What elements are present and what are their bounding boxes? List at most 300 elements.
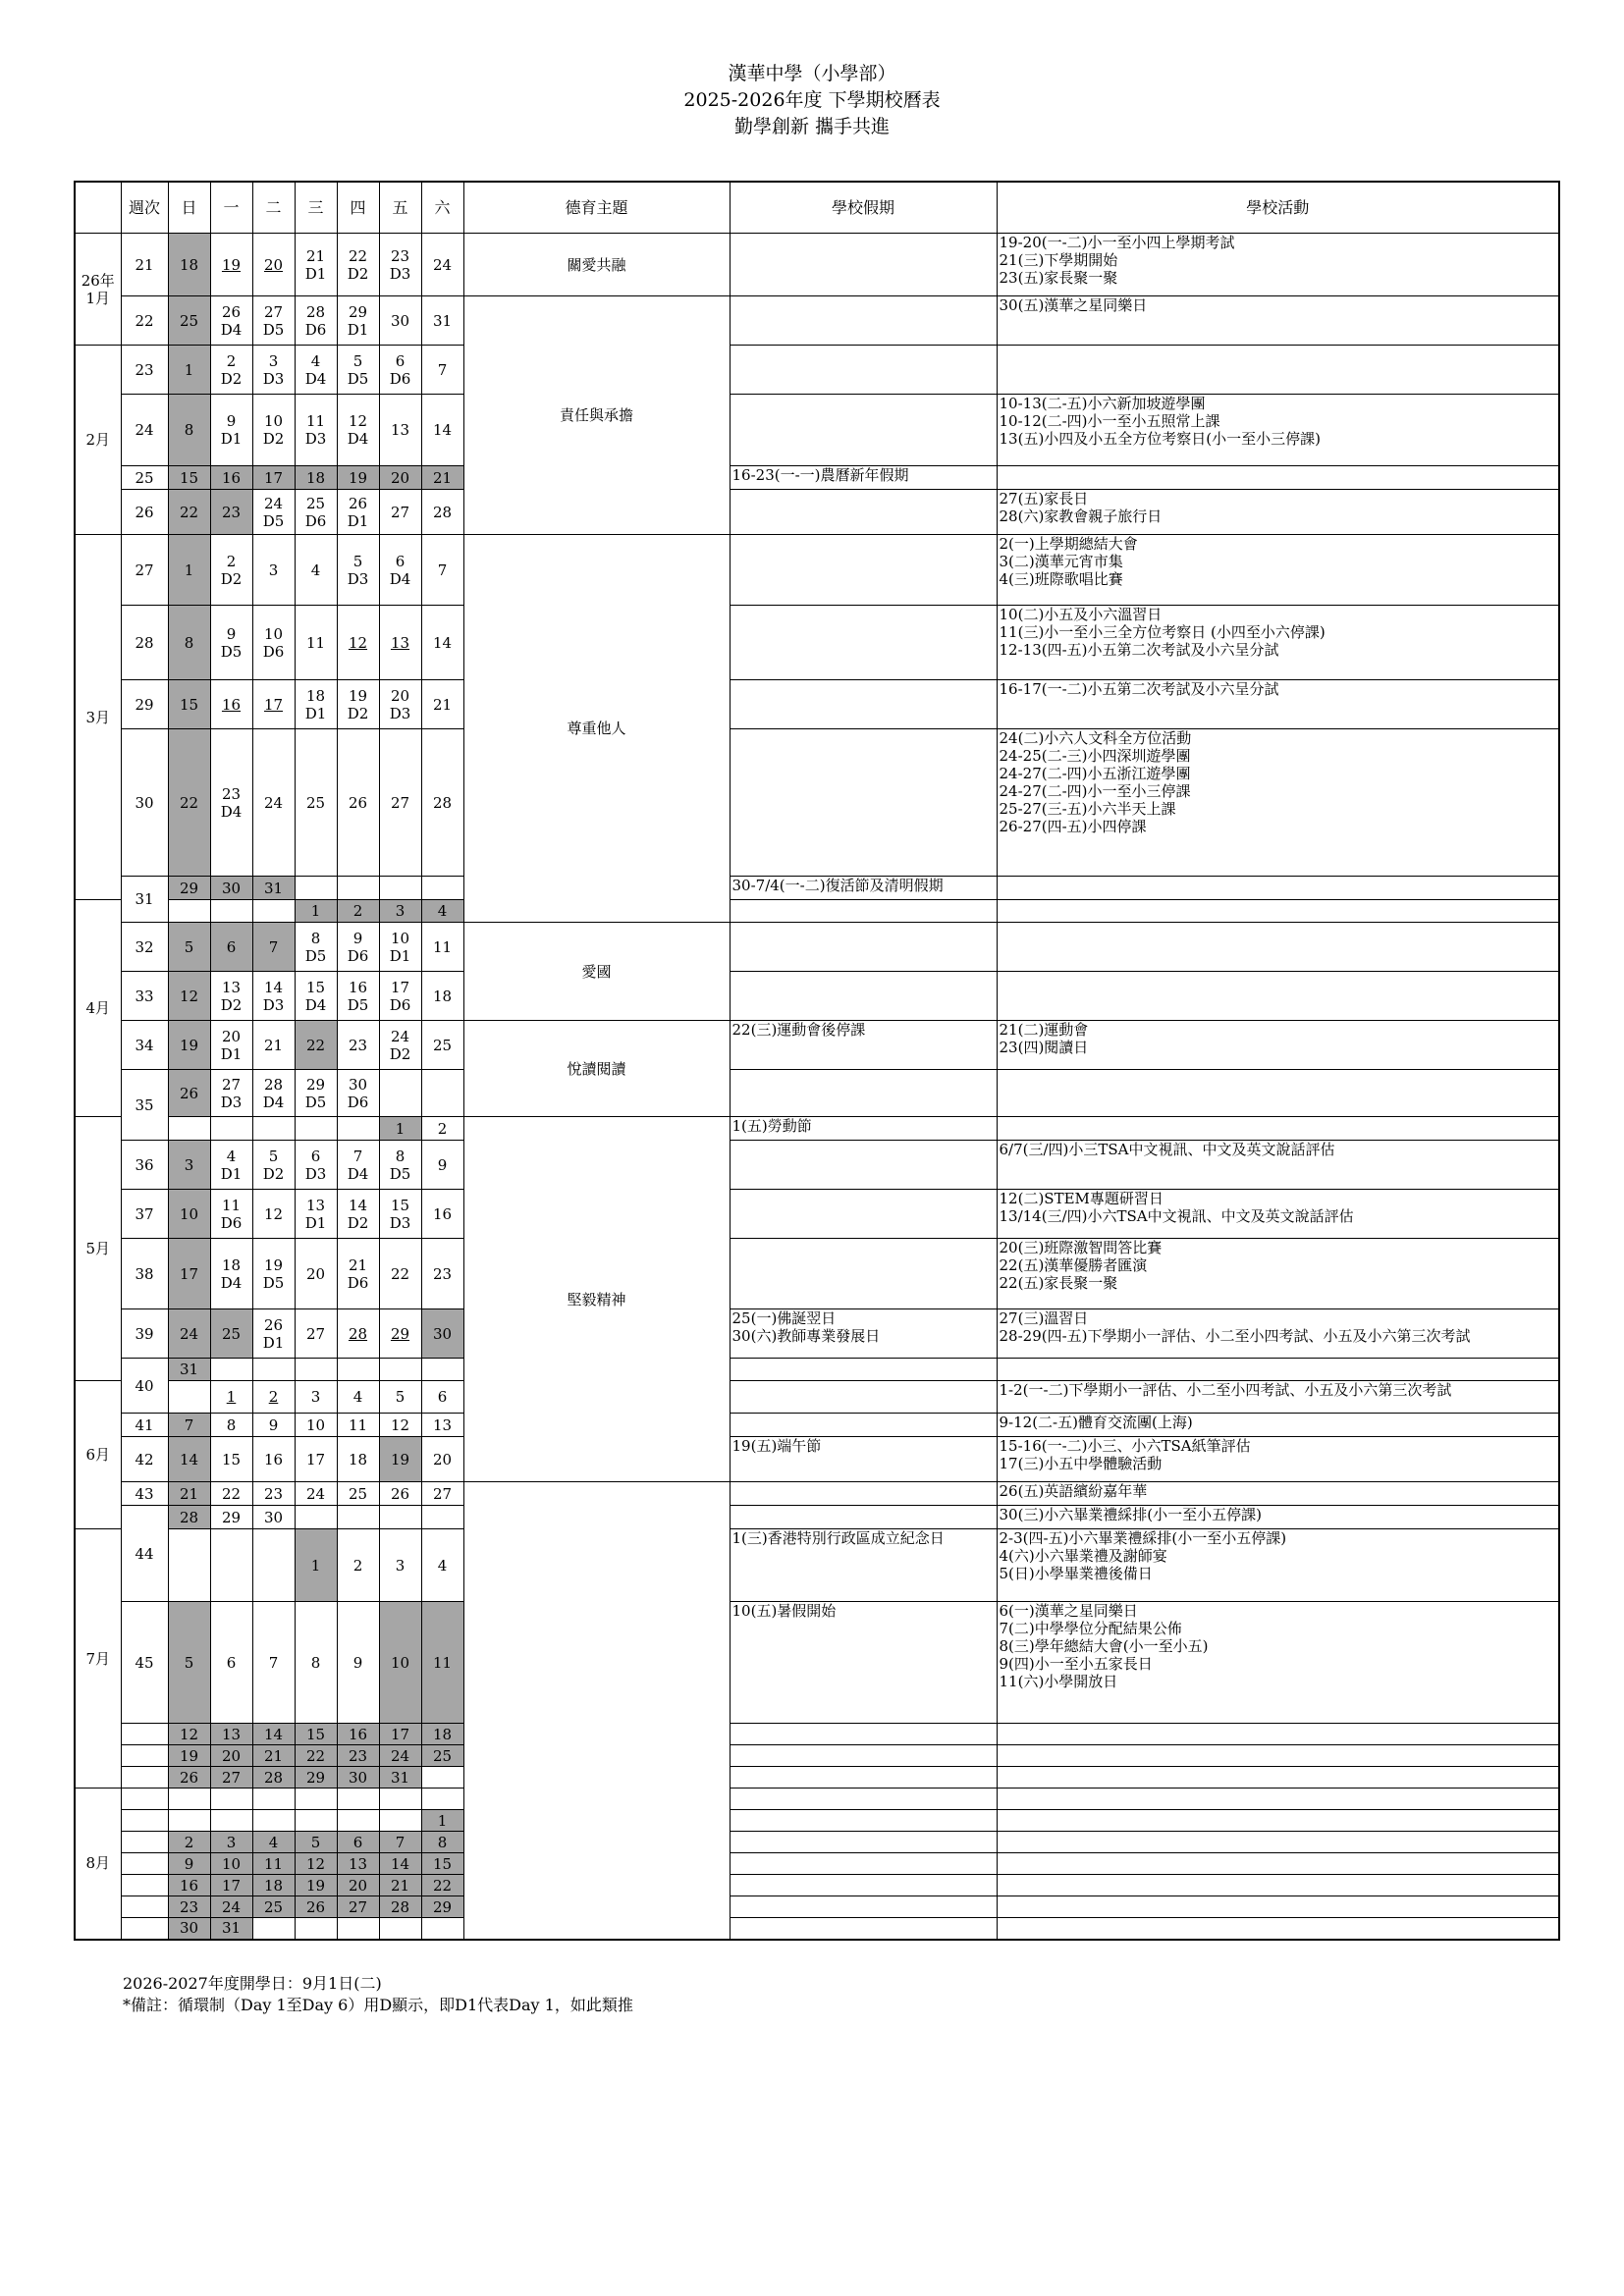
- holiday-cell: [730, 490, 997, 535]
- day-cell: [168, 923, 210, 972]
- day-date: 28: [432, 503, 453, 521]
- day-cell: [379, 1745, 421, 1767]
- day-date: 25: [263, 1897, 284, 1916]
- day-cell: [379, 234, 421, 296]
- day-date: 14: [263, 1725, 284, 1743]
- week-number: 21: [121, 234, 168, 296]
- week-row: [75, 1414, 1559, 1437]
- activity-item: 10-12(二-四)小一至小五照常上課: [999, 412, 1220, 430]
- day-cell: [421, 1602, 463, 1724]
- day-date: 5: [352, 351, 363, 370]
- activity-cell: [997, 1832, 1559, 1853]
- activity-cell: [997, 395, 1559, 466]
- day-cell: [252, 729, 295, 877]
- holiday-cell: [730, 1141, 997, 1190]
- day-date: 19: [179, 1746, 199, 1765]
- day-cell: [421, 535, 463, 606]
- day-cell: [252, 1021, 295, 1070]
- day-cell: [295, 466, 337, 490]
- day-cell: [210, 1239, 252, 1309]
- day-cell: [421, 1117, 463, 1141]
- day-cell: [252, 395, 295, 466]
- day-cell: [421, 972, 463, 1021]
- day-cell: [252, 1239, 295, 1309]
- cycle-day: D1: [220, 1044, 243, 1063]
- day-date: 4: [352, 1388, 363, 1406]
- month-label: 3月: [75, 535, 121, 900]
- day-cell: [337, 1789, 379, 1810]
- day-cell: [252, 923, 295, 972]
- activity-item: 25-27(三-五)小六半天上課: [999, 800, 1176, 818]
- day-date: 8: [395, 1147, 406, 1165]
- week-row: [75, 1789, 1559, 1810]
- day-cell: [168, 296, 210, 346]
- calendar-title: 2025-2026年度 下學期校曆表: [683, 89, 941, 111]
- day-cell: [379, 877, 421, 900]
- day-cell: [421, 1918, 463, 1940]
- day-cell: [295, 1070, 337, 1117]
- day-date: 21: [263, 1036, 284, 1054]
- week-number: 24: [121, 395, 168, 466]
- cycle-day: D3: [389, 704, 411, 722]
- day-date: 6: [352, 1833, 363, 1851]
- day-cell: [210, 1482, 252, 1506]
- cycle-day: D6: [347, 1273, 369, 1292]
- day-date: 14: [263, 978, 284, 996]
- day-date: 14: [179, 1450, 199, 1468]
- holiday-item: 10(五)暑假開始: [731, 1602, 837, 1620]
- day-cell: [421, 466, 463, 490]
- day-cell: [379, 1724, 421, 1745]
- week-row: [75, 346, 1559, 395]
- day-cell: [252, 1745, 295, 1767]
- holiday-item: 22(三)運動會後停課: [731, 1021, 866, 1039]
- week-row: [75, 395, 1559, 466]
- day-date: 29: [348, 302, 368, 321]
- holiday-item: 1(五)勞動節: [731, 1117, 812, 1135]
- holiday-cell: [730, 1070, 997, 1117]
- week-number: 33: [121, 972, 168, 1021]
- day-date: 16: [432, 1204, 453, 1223]
- week-number: 29: [121, 680, 168, 729]
- day-date: 4: [310, 561, 321, 579]
- month-label: 4月: [75, 900, 121, 1117]
- day-date: 17: [305, 1450, 326, 1468]
- day-cell: [379, 1381, 421, 1414]
- day-cell: [379, 1309, 421, 1359]
- week-number: 31: [121, 877, 168, 923]
- day-date: 29: [221, 1508, 242, 1526]
- day-cell: [295, 1918, 337, 1940]
- day-cell: [337, 296, 379, 346]
- day-cell: [168, 234, 210, 296]
- day-cell: [168, 1482, 210, 1506]
- day-date: 26: [305, 1897, 326, 1916]
- day-cell: [421, 1853, 463, 1875]
- day-date: 27: [305, 1324, 326, 1343]
- day-date: 31: [432, 311, 453, 330]
- day-cell: [295, 1239, 337, 1309]
- month-label: 5月: [75, 1117, 121, 1381]
- day-cell: [252, 1853, 295, 1875]
- week-number: 27: [121, 535, 168, 606]
- day-date: 8: [226, 1415, 237, 1434]
- activity-item: 28-29(四-五)下學期小一評估、小二至小四考試、小五及小六第三次考試: [999, 1327, 1471, 1345]
- activity-item: 7(二)中學學位分配結果公佈: [999, 1620, 1182, 1637]
- day-cell: [295, 490, 337, 535]
- day-cell: [421, 1832, 463, 1853]
- day-date: 24: [221, 1897, 242, 1916]
- week-number: 35: [121, 1070, 168, 1141]
- day-cell: [252, 1724, 295, 1745]
- day-cell: [252, 1918, 295, 1940]
- activity-cell: [997, 1190, 1559, 1239]
- moral-theme: [463, 1482, 730, 1940]
- day-cell: [210, 972, 252, 1021]
- activity-cell: [997, 1309, 1559, 1359]
- holiday-item: 1(三)香港特別行政區成立紀念日: [731, 1529, 945, 1547]
- month-label: 6月: [75, 1381, 121, 1529]
- week-row: [75, 1141, 1559, 1190]
- day-cell: [379, 1359, 421, 1381]
- day-cell: [252, 1767, 295, 1789]
- day-date: 28: [263, 1768, 284, 1787]
- week-row: [75, 466, 1559, 490]
- activity-cell: [997, 729, 1559, 877]
- day-date: 6: [437, 1388, 448, 1406]
- week-row: [75, 1506, 1559, 1529]
- week-row: [75, 1832, 1559, 1853]
- day-cell: [337, 729, 379, 877]
- day-cell: [295, 1141, 337, 1190]
- day-date: 4: [226, 1147, 237, 1165]
- activity-cell: [997, 1810, 1559, 1832]
- day-date: 25: [221, 1324, 242, 1343]
- cycle-day: D1: [304, 1213, 327, 1232]
- day-cell: [168, 680, 210, 729]
- activity-cell: [997, 1896, 1559, 1918]
- cycle-day: D5: [347, 995, 369, 1014]
- day-cell: [210, 1810, 252, 1832]
- activity-cell: [997, 1482, 1559, 1506]
- day-cell: [337, 1117, 379, 1141]
- week-row: [75, 234, 1559, 296]
- day-date: 30: [390, 311, 410, 330]
- day-cell: [168, 1506, 210, 1529]
- day-cell: [421, 606, 463, 680]
- day-date: 19: [179, 1036, 199, 1054]
- moral-theme: 責任與承擔: [463, 296, 730, 535]
- day-cell: [379, 900, 421, 923]
- activity-cell: [997, 972, 1559, 1021]
- week-row: [75, 1875, 1559, 1896]
- day-date: 15: [432, 1854, 453, 1873]
- day-date: 23: [348, 1036, 368, 1054]
- month-label: 26年 1月: [75, 234, 121, 346]
- day-date: 20: [263, 255, 284, 274]
- holiday-cell: [730, 1482, 997, 1506]
- week-number: 23: [121, 346, 168, 395]
- week-number: 28: [121, 606, 168, 680]
- day-date: 3: [184, 1155, 194, 1174]
- day-date: 22: [432, 1876, 453, 1895]
- week-number: [121, 1767, 168, 1789]
- activity-cell: [997, 877, 1559, 900]
- day-cell: [210, 1117, 252, 1141]
- activity-cell: [997, 1381, 1559, 1414]
- day-date: 31: [221, 1919, 242, 1938]
- activity-cell: [997, 900, 1559, 923]
- week-row: [75, 972, 1559, 1021]
- day-cell: [210, 1021, 252, 1070]
- cycle-day: D3: [262, 995, 285, 1014]
- day-date: 2: [268, 1388, 279, 1406]
- day-date: 10: [390, 929, 410, 947]
- day-cell: [379, 729, 421, 877]
- day-date: 24: [305, 1484, 326, 1503]
- day-cell: [337, 234, 379, 296]
- day-cell: [210, 1853, 252, 1875]
- day-date: 13: [348, 1854, 368, 1873]
- holiday-cell: [730, 606, 997, 680]
- holiday-cell: [730, 1918, 997, 1940]
- activity-item: 11(三)小一至小三全方位考察日 (小四至小六停課): [999, 623, 1326, 641]
- day-cell: [210, 1745, 252, 1767]
- day-cell: [210, 395, 252, 466]
- day-date: 21: [263, 1746, 284, 1765]
- day-date: 20: [432, 1450, 453, 1468]
- day-date: 5: [268, 1147, 279, 1165]
- week-number: 26: [121, 490, 168, 535]
- day-date: 23: [179, 1897, 199, 1916]
- day-cell: [379, 606, 421, 680]
- activity-cell: [997, 1437, 1559, 1482]
- day-date: 22: [390, 1264, 410, 1283]
- activity-cell: [997, 535, 1559, 606]
- week-row: [75, 1482, 1559, 1506]
- day-date: 27: [390, 503, 410, 521]
- moral-theme: 尊重他人: [463, 535, 730, 923]
- day-cell: [421, 729, 463, 877]
- activity-cell: [997, 466, 1559, 490]
- day-date: 31: [263, 879, 284, 897]
- cycle-day: D6: [389, 995, 411, 1014]
- day-cell: [252, 1529, 295, 1602]
- activity-item: 3(二)漢華元宵市集: [999, 553, 1123, 570]
- day-cell: [337, 1896, 379, 1918]
- day-cell: [337, 1070, 379, 1117]
- day-cell: [379, 1810, 421, 1832]
- day-cell: [295, 535, 337, 606]
- day-date: 27: [390, 793, 410, 812]
- activity-item: 20(三)班際激智問答比賽: [999, 1239, 1163, 1256]
- day-cell: [168, 1767, 210, 1789]
- activity-cell: [997, 1767, 1559, 1789]
- day-cell: [168, 466, 210, 490]
- activity-item: 27(五)家長日: [999, 490, 1089, 507]
- day-date: 24: [432, 255, 453, 274]
- day-date: 15: [305, 978, 326, 996]
- cycle-day: D4: [220, 320, 243, 339]
- day-cell: [379, 1070, 421, 1117]
- activity-item: 27(三)溫習日: [999, 1309, 1089, 1327]
- activity-cell: [997, 346, 1559, 395]
- cycle-day: D4: [262, 1093, 285, 1111]
- day-cell: [337, 1437, 379, 1482]
- holiday-cell: [730, 1190, 997, 1239]
- day-date: 21: [390, 1876, 410, 1895]
- day-date: 23: [221, 503, 242, 521]
- cycle-day: D2: [347, 1213, 369, 1232]
- day-date: 1: [184, 360, 194, 379]
- day-cell: [295, 1896, 337, 1918]
- day-cell: [337, 346, 379, 395]
- week-row: [75, 1529, 1559, 1602]
- day-cell: [295, 395, 337, 466]
- day-date: 22: [179, 503, 199, 521]
- day-cell: [379, 1239, 421, 1309]
- day-cell: [337, 1918, 379, 1940]
- cycle-day: D5: [220, 642, 243, 661]
- moral-theme: 悅讀閱讀: [463, 1021, 730, 1117]
- day-cell: [252, 1414, 295, 1437]
- footnotes: [123, 1973, 633, 2016]
- cycle-day: D6: [262, 642, 285, 661]
- day-date: 25: [348, 1484, 368, 1503]
- week-number: [121, 1896, 168, 1918]
- activity-item: 15-16(一-二)小三、小六TSA紙筆評估: [999, 1437, 1251, 1455]
- day-cell: [252, 877, 295, 900]
- day-cell: [379, 1853, 421, 1875]
- day-cell: [210, 1767, 252, 1789]
- day-cell: [337, 1724, 379, 1745]
- activity-item: 10-13(二-五)小六新加坡遊學團: [999, 395, 1206, 412]
- week-row: [75, 1190, 1559, 1239]
- holiday-cell: [730, 296, 997, 346]
- activity-item: 6(一)漢華之星同樂日: [999, 1602, 1138, 1620]
- activity-item: 9(四)小一至小五家長日: [999, 1655, 1153, 1673]
- day-date: 27: [432, 1484, 453, 1503]
- day-date: 27: [221, 1075, 242, 1094]
- holiday-cell: [730, 1896, 997, 1918]
- cycle-day: D6: [389, 369, 411, 388]
- holiday-cell: [730, 1414, 997, 1437]
- day-cell: [421, 1724, 463, 1745]
- day-date: 13: [305, 1196, 326, 1214]
- day-date: 21: [305, 246, 326, 265]
- week-number: 45: [121, 1602, 168, 1724]
- month-header: [75, 182, 121, 234]
- day-cell: [210, 1832, 252, 1853]
- day-cell: [168, 1117, 210, 1141]
- day-cell: [421, 1482, 463, 1506]
- day-cell: [295, 1745, 337, 1767]
- day-date: 22: [305, 1746, 326, 1765]
- day-date: 12: [179, 987, 199, 1005]
- day-date: 12: [179, 1725, 199, 1743]
- activity-item: 22(五)漢華優勝者匯演: [999, 1256, 1148, 1274]
- holiday-cell: [730, 1437, 997, 1482]
- day-date: 27: [221, 1768, 242, 1787]
- month-label: 2月: [75, 346, 121, 535]
- activity-item: 21(三)下學期開始: [999, 251, 1118, 269]
- holiday-item: 19(五)端午節: [731, 1437, 822, 1455]
- day-cell: [295, 1482, 337, 1506]
- cycle-day: D1: [347, 320, 369, 339]
- activity-item: 26-27(四-五)小四停課: [999, 818, 1147, 835]
- week-row: [75, 680, 1559, 729]
- day-date: 22: [305, 1036, 326, 1054]
- day-cell: [295, 1414, 337, 1437]
- week-row: [75, 1117, 1559, 1141]
- cycle-day: D4: [304, 995, 327, 1014]
- week-number: [121, 1724, 168, 1745]
- activity-cell: [997, 1117, 1559, 1141]
- week-number: 42: [121, 1437, 168, 1482]
- day-cell: [295, 1810, 337, 1832]
- day-cell: [168, 1875, 210, 1896]
- day-cell: [379, 1918, 421, 1940]
- day-date: 9: [226, 412, 237, 430]
- holiday-cell: [730, 346, 997, 395]
- day-cell: [210, 680, 252, 729]
- day-date: 24: [263, 494, 284, 512]
- holiday-cell: [730, 1021, 997, 1070]
- day-date: 6: [226, 1653, 237, 1672]
- day-cell: [252, 1789, 295, 1810]
- day-date: 22: [179, 793, 199, 812]
- day-date: 16: [221, 695, 242, 714]
- day-cell: [168, 1414, 210, 1437]
- day-cell: [337, 1190, 379, 1239]
- day-cell: [295, 1381, 337, 1414]
- day-cell: [337, 1021, 379, 1070]
- day-date: 3: [395, 902, 406, 920]
- day-cell: [210, 1602, 252, 1724]
- header-week: 週次: [121, 182, 168, 234]
- week-row: [75, 729, 1559, 877]
- day-date: 16: [348, 978, 368, 996]
- day-cell: [210, 1381, 252, 1414]
- day-cell: [337, 923, 379, 972]
- activity-cell: [997, 1745, 1559, 1767]
- day-cell: [379, 395, 421, 466]
- day-date: 6: [226, 937, 237, 956]
- week-row: [75, 606, 1559, 680]
- day-date: 3: [268, 351, 279, 370]
- day-cell: [168, 1918, 210, 1940]
- header-sat: 六: [421, 182, 463, 234]
- header-mon: 一: [210, 182, 252, 234]
- day-date: 15: [305, 1725, 326, 1743]
- day-date: 26: [263, 1315, 284, 1334]
- activity-cell: [997, 296, 1559, 346]
- day-date: 15: [179, 695, 199, 714]
- week-row: [75, 1021, 1559, 1070]
- day-cell: [295, 1190, 337, 1239]
- activity-cell: [997, 680, 1559, 729]
- day-date: 9: [268, 1415, 279, 1434]
- day-date: 17: [390, 1725, 410, 1743]
- day-cell: [379, 1767, 421, 1789]
- day-cell: [379, 1875, 421, 1896]
- day-cell: [252, 606, 295, 680]
- day-date: 14: [432, 421, 453, 439]
- holiday-item: 30(六)教師專業發展日: [731, 1327, 881, 1345]
- day-date: 26: [221, 302, 242, 321]
- day-cell: [252, 1070, 295, 1117]
- week-row: [75, 1070, 1559, 1117]
